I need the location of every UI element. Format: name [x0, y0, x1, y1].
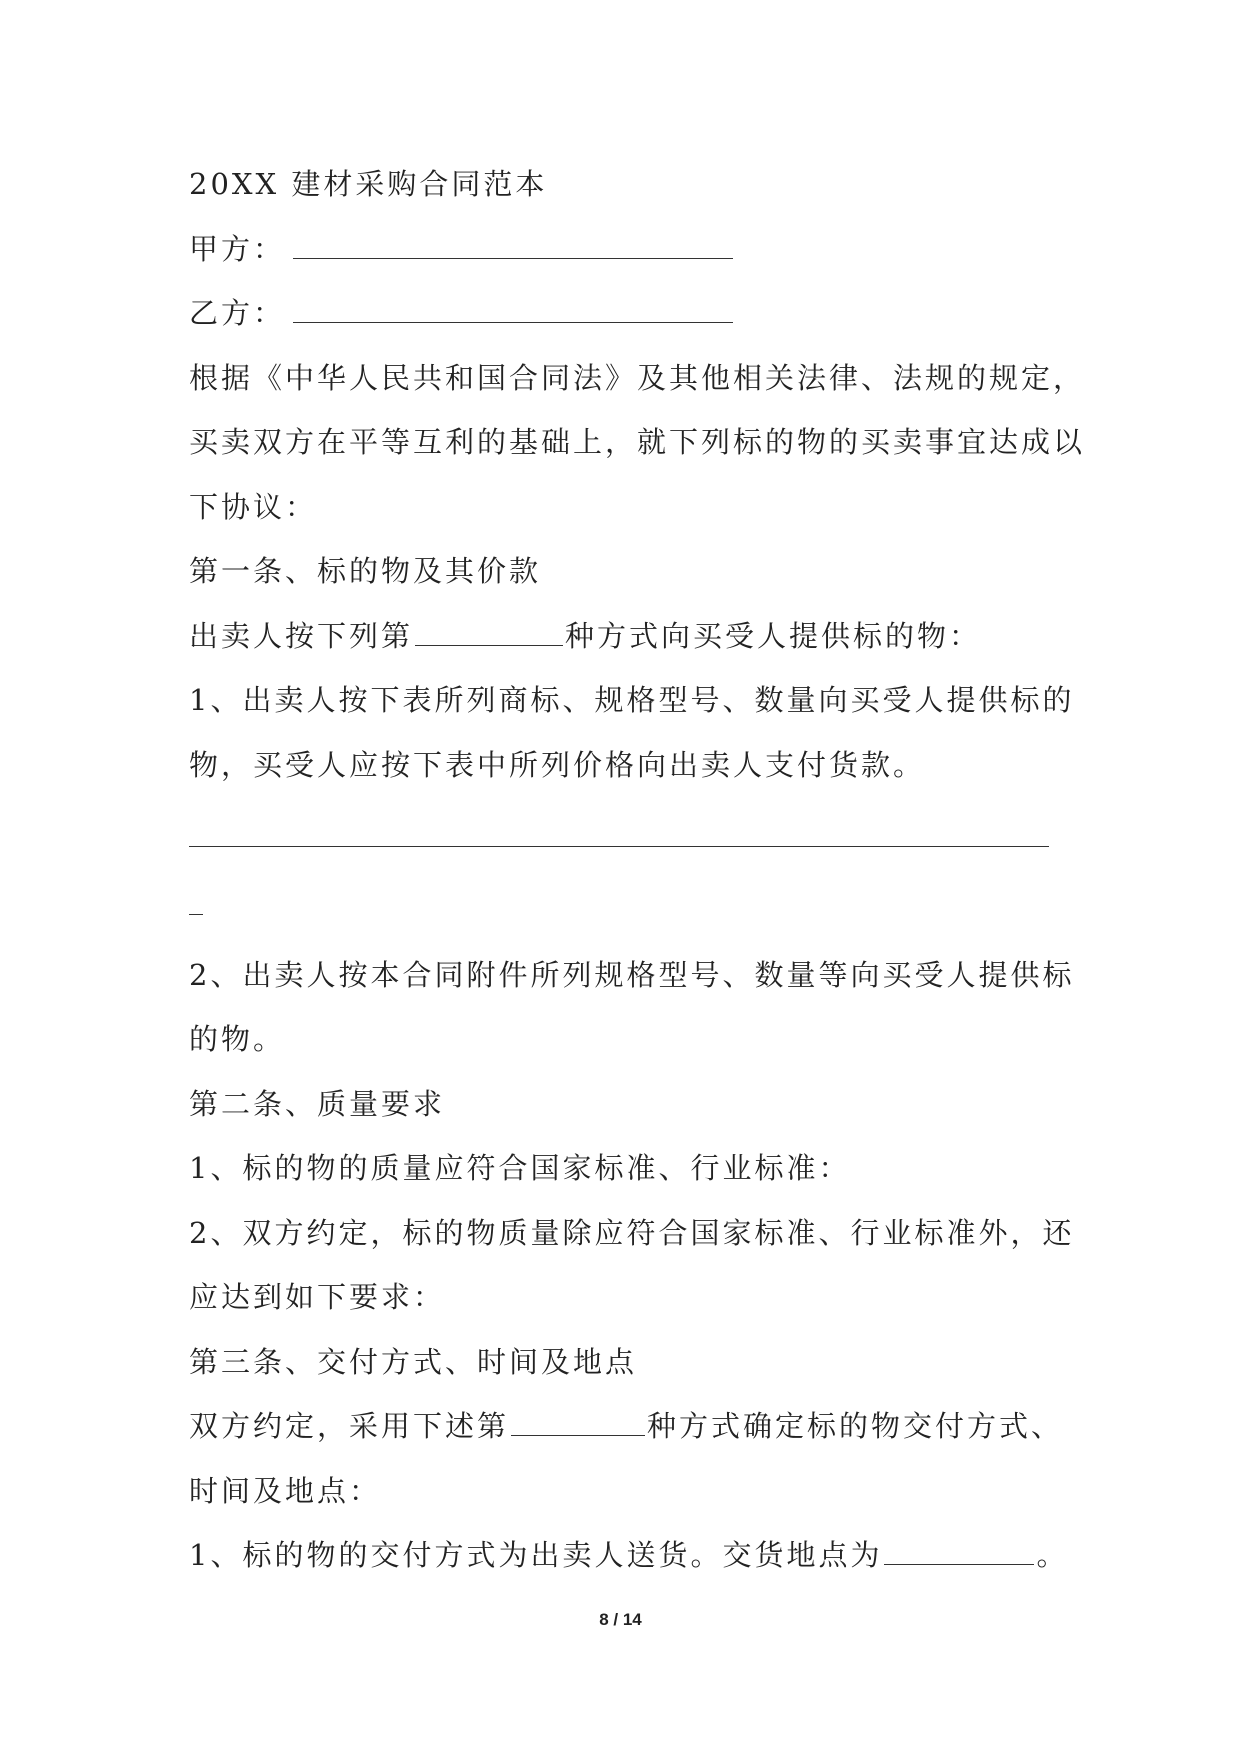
article3-method-prefix: 双方约定，采用下述第	[189, 1409, 510, 1443]
party-a-label: 甲方：	[189, 231, 286, 266]
article1-method-suffix: 种方式向买受人提供标的物：	[565, 618, 982, 653]
article1-heading: 第一条、标的物及其价款	[189, 554, 542, 588]
article3-method-line	[189, 1394, 1064, 1459]
article3-method-cont: 时间及地点：	[189, 1473, 382, 1508]
article3-method-suffix: 种方式确定标的物交付方式、	[647, 1409, 1064, 1443]
table-placeholder-rule-end	[189, 914, 203, 915]
page-indicator: 8 / 14	[599, 1610, 642, 1629]
article3-method-blank[interactable]	[511, 1417, 645, 1436]
article3-item1-suffix: 。	[1036, 1538, 1069, 1572]
party-a-line	[189, 217, 1059, 282]
intro-line: 买卖双方在平等互利的基础上，就下列标的物的买卖事宜达成以	[189, 425, 1086, 459]
article2-item2-line: 应达到如下要求：	[189, 1280, 446, 1314]
delivery-location-blank[interactable]	[884, 1546, 1034, 1565]
article1-item2-line: 2、出卖人按本合同附件所列规格型号、数量等向买受人提供标	[189, 957, 1075, 992]
article1-method-line	[189, 604, 1059, 669]
article3-item1-line	[189, 1523, 1069, 1588]
article1-item2-line: 的物。	[189, 1022, 286, 1056]
document-body	[189, 152, 1086, 1588]
table-placeholder-rule	[189, 846, 1049, 847]
article1-item1-line: 1、出卖人按下表所列商标、规格型号、数量向买受人提供标的	[189, 683, 1075, 717]
article1-method-prefix: 出卖人按下列第	[189, 618, 414, 653]
article2-item2-line: 2、双方约定，标的物质量除应符合国家标准、行业标准外，还	[189, 1215, 1075, 1250]
party-b-label: 乙方：	[189, 296, 286, 330]
article3-heading: 第三条、交付方式、时间及地点	[189, 1344, 638, 1379]
article2-heading: 第二条、质量要求	[189, 1086, 446, 1121]
intro-line: 下协议：	[189, 489, 318, 524]
party-a-blank[interactable]	[293, 240, 733, 259]
table-spacer	[189, 831, 1059, 943]
party-b-blank[interactable]	[293, 304, 733, 323]
article1-item1-line: 物，买受人应按下表中所列价格向出卖人支付货款。	[189, 747, 926, 782]
intro-line: 根据《中华人民共和国合同法》及其他相关法律、法规的规定，	[189, 360, 1086, 395]
document-title: 20XX 建材采购合同范本	[189, 167, 548, 201]
party-b-line	[189, 281, 1059, 346]
article3-item1-prefix: 1、标的物的交付方式为出卖人送货。交货地点为	[189, 1538, 883, 1572]
article1-method-blank[interactable]	[415, 627, 563, 646]
article2-item1: 1、标的物的质量应符合国家标准、行业标准：	[189, 1151, 851, 1185]
